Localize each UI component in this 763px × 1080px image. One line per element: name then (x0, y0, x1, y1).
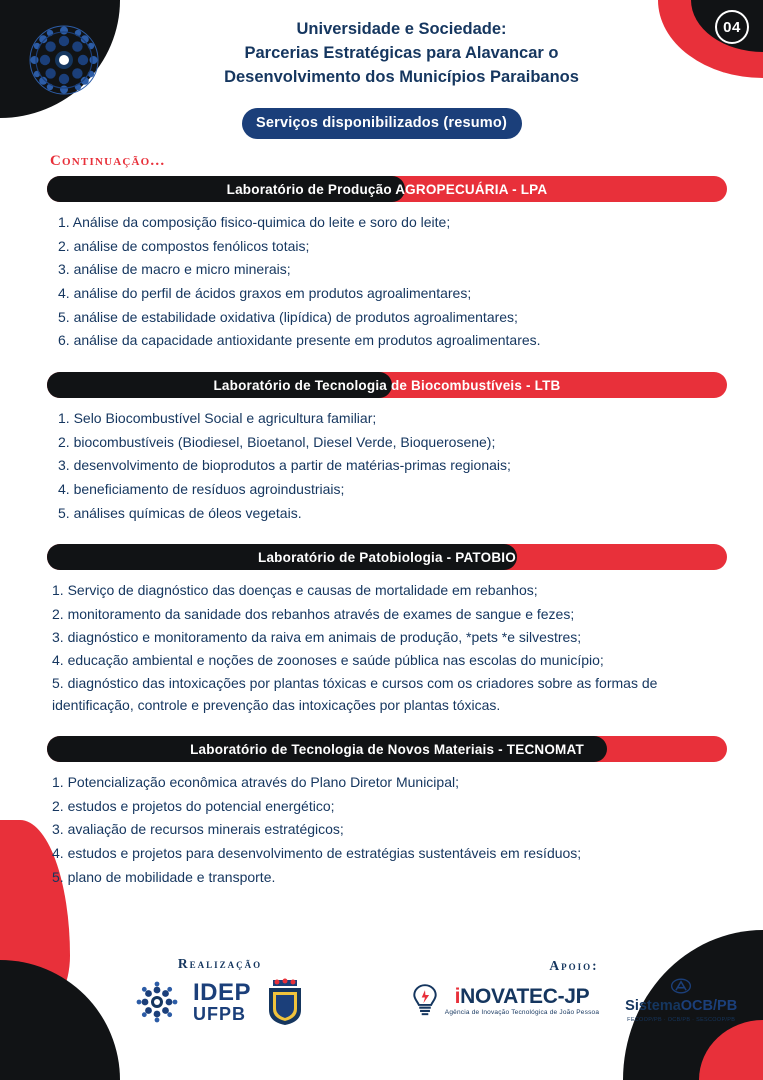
list-item: 6. análise da capacidade antioxidante presente em produtos agroalimentares. (58, 332, 541, 349)
sections-container (0, 176, 763, 888)
ocb-logo (625, 978, 737, 1023)
inovatec-name (445, 985, 599, 1009)
list-item: 4. beneficiamento de resíduos agroindustriais; (58, 481, 345, 498)
section-header-bar (47, 544, 727, 570)
section-patobio (18, 544, 745, 716)
section-lpa (18, 176, 745, 352)
realizacao-label: Realização (177, 956, 263, 971)
section-ltb (18, 372, 745, 524)
mandala-logo-icon (28, 24, 100, 96)
list-item: 4. estudos e projetos para desenvolvimento de estratégias sustentáveis em resíduos; (52, 845, 582, 862)
list-item: 3. análise de macro e micro minerais; (58, 261, 291, 278)
realizacao-logos (55, 978, 385, 1026)
list-item: 5. diagnóstico das intoxicações por plantas tóxicas e cursos com os criadores sobre as formas de identificação, controle e prevenção das intoxicações por plantas tóxicas. (52, 674, 658, 713)
section-title (258, 550, 516, 565)
ocb-prefix: Sistema (625, 997, 681, 1014)
inovatec-name-rest: NOVATEC-JP (460, 984, 590, 1008)
section-title-black-part: Laboratório de Produção (226, 181, 392, 197)
page-number-badge: 04 (715, 10, 749, 44)
lightbulb-icon (411, 983, 439, 1017)
title-line-1: Universidade e Sociedade: (296, 20, 507, 38)
section-item-list (18, 211, 745, 352)
section-title-red-part: de Biocombustíveis - LTB (390, 377, 561, 393)
section-title-red-part: AGROPECUÁRIA - LPA (395, 181, 548, 197)
footer-apoio-block (385, 950, 763, 1023)
idep-wordmark (193, 981, 251, 1023)
list-item: 1. Serviço de diagnóstico das doenças e causas de mortalidade em rebanhos; (52, 582, 538, 599)
list-item: 5. plano de mobilidade e transporte. (52, 868, 276, 885)
list-item: 5. análises químicas de óleos vegetais. (58, 504, 302, 521)
list-item: 3. avaliação de recursos minerais estratégicos; (52, 821, 344, 838)
ocb-suffix: OCB/PB (680, 997, 738, 1014)
ufpb-seal-icon (265, 978, 305, 1026)
title-line-2: Parcerias Estratégicas para Alavancar o (244, 43, 559, 62)
list-item: 2. monitoramento da sanidade dos rebanhos através de exames de sangue e fezes; (52, 605, 575, 622)
title-line-3: Desenvolvimento dos Municípios Paraibanos (224, 67, 579, 86)
section-header-bar (47, 372, 727, 398)
continuation-label: Continuação... (50, 153, 166, 169)
list-item: 1. Selo Biocombustível Social e agricultura familiar; (58, 410, 377, 427)
list-item: 5. análise de estabilidade oxidativa (lipídica) de produtos agroalimentares; (58, 308, 518, 325)
section-item-list (18, 579, 745, 716)
list-item: 4. análise do perfil de ácidos graxos em produtos agroalimentares; (58, 285, 472, 302)
section-item-list (18, 771, 745, 888)
section-title-black-part: Laboratório de Tecnologia de Novos Materiais - TECNOMAT (190, 741, 584, 757)
page-title (100, 18, 743, 90)
list-item: 4. educação ambiental e noções de zoonoses e saúde pública nas escolas do município; (52, 651, 604, 668)
apoio-label: Apoio: (549, 958, 599, 973)
section-header-bar (47, 736, 727, 762)
inovatec-logo (411, 983, 599, 1017)
list-item: 3. desenvolvimento de bioprodutos a partir de matérias-primas regionais; (58, 457, 511, 474)
ocb-sub: FECOOP/PB · OCB/PB · SESCOOP/PB (627, 1016, 736, 1023)
idep-mandala-icon (135, 980, 179, 1024)
section-title (190, 742, 584, 757)
section-header-bar (47, 176, 727, 202)
section-tecnomat (18, 736, 745, 888)
apoio-logos (385, 978, 763, 1023)
list-item: 2. estudos e projetos do potencial energético; (52, 797, 335, 814)
footer-realizacao-block (55, 950, 385, 1026)
inovatec-wordmark (445, 985, 599, 1016)
list-item: 3. diagnóstico e monitoramento da raiva em animais de produção, *pets *e silvestres; (52, 628, 582, 645)
page-header (0, 0, 763, 96)
list-item: 1. Potencialização econômica através do Plano Diretor Municipal; (52, 774, 459, 791)
ocb-mark-icon (664, 978, 698, 994)
list-item: 2. análise de compostos fenólicos totais; (58, 237, 310, 254)
section-title (227, 182, 548, 197)
inovatec-tagline: Agência de Inovação Tecnológica de João Pessoa (444, 1008, 600, 1016)
list-item: 1. Análise da composição fisico-quimica do leite e soro do leite; (58, 214, 451, 230)
section-title-black-part: Laboratório de Tecnologia (213, 377, 387, 393)
section-title-black-part: Laboratório de Patobiologia - PATOBIO (258, 549, 516, 565)
ocb-name (625, 999, 737, 1015)
idep-line-2: UFPB (192, 1004, 246, 1024)
section-title (213, 378, 560, 393)
idep-line-1: IDEP (192, 979, 251, 1006)
section-item-list (18, 407, 745, 524)
inovatec-name-prefix: i (454, 984, 461, 1008)
page-footer (0, 950, 763, 1080)
list-item: 2. biocombustíveis (Biodiesel, Bioetanol, Diesel Verde, Bioquerosene); (58, 433, 496, 450)
subtitle-pill: Serviços disponibilizados (resumo) (242, 108, 522, 139)
